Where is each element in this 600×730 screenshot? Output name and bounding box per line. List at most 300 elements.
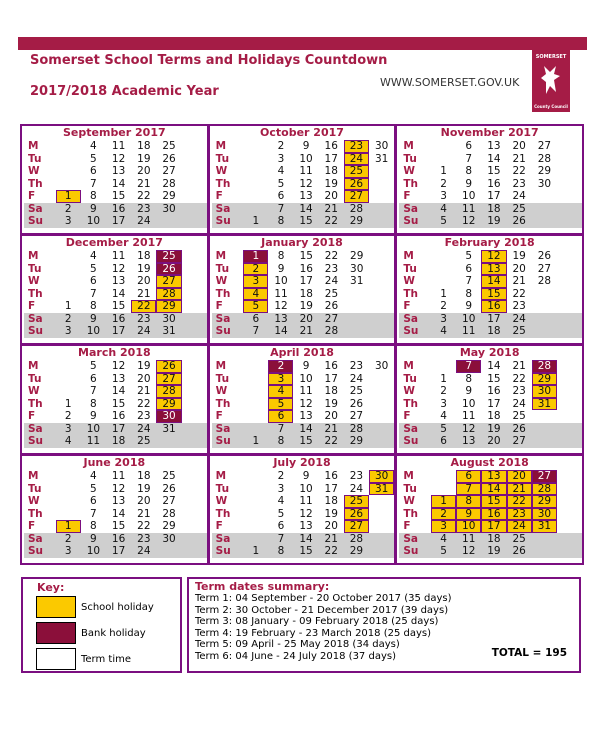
month-may-2018 xyxy=(397,346,582,453)
empty-cell xyxy=(56,288,81,301)
day-cell: 22 xyxy=(137,190,151,203)
day-cell: 3 xyxy=(56,215,81,228)
empty-cell xyxy=(369,215,394,228)
day-cell: 11 xyxy=(299,495,313,508)
day-cell: 31 xyxy=(369,483,394,496)
weekday-label: M xyxy=(28,360,39,373)
day-cell: 25 xyxy=(131,435,156,448)
weekday-label: Sa xyxy=(24,423,56,436)
empty-cell xyxy=(431,250,456,263)
month-title: June 2018 xyxy=(83,456,146,469)
empty-cell xyxy=(243,203,268,216)
empty-cell xyxy=(156,545,181,558)
empty-cell xyxy=(243,190,268,203)
day-cell: 17 xyxy=(106,325,131,338)
month-title: February 2018 xyxy=(444,236,535,249)
empty-cell xyxy=(182,140,207,153)
day-cell: 10 xyxy=(81,423,106,436)
empty-cell xyxy=(56,470,81,483)
day-cell: 17 xyxy=(481,520,506,533)
day-cell: 11 xyxy=(299,165,313,178)
empty-cell xyxy=(532,288,557,301)
day-cell: 20 xyxy=(137,372,151,385)
empty-cell xyxy=(56,483,81,496)
day-cell: 29 xyxy=(344,215,369,228)
day-cell: 4 xyxy=(90,250,97,263)
day-cell: 4 xyxy=(431,533,456,546)
day-cell: 22 xyxy=(137,520,151,533)
day-cell: 25 xyxy=(507,203,532,216)
key-term-time xyxy=(36,648,180,670)
day-cell: 7 xyxy=(90,507,97,520)
empty-cell xyxy=(182,178,207,191)
day-cell: 12 xyxy=(299,507,313,520)
day-cell: 17 xyxy=(481,313,506,326)
day-cell: 8 xyxy=(456,495,481,508)
day-cell: 12 xyxy=(481,250,506,263)
empty-cell xyxy=(243,140,268,153)
empty-cell xyxy=(182,250,207,263)
day-cell: 7 xyxy=(456,360,481,373)
day-cell: 25 xyxy=(324,287,339,300)
day-cell: 3 xyxy=(431,520,456,533)
day-cell: 22 xyxy=(137,397,151,410)
day-cell: 1 xyxy=(431,495,456,508)
day-cell: 28 xyxy=(156,288,181,301)
day-cell: 24 xyxy=(512,190,526,203)
day-cell: 7 xyxy=(268,203,293,216)
weekday-label: Su xyxy=(399,215,431,228)
weekday-label: F xyxy=(28,520,36,533)
day-cell: 3 xyxy=(277,482,285,495)
weekday-label: F xyxy=(403,190,411,203)
weekday-label: F xyxy=(215,300,223,313)
day-cell: 30 xyxy=(532,385,557,398)
weekday-label: F xyxy=(215,410,223,423)
day-cell: 6 xyxy=(456,470,481,483)
empty-cell xyxy=(369,435,394,448)
day-cell: 19 xyxy=(299,300,313,313)
day-cell: 13 xyxy=(111,372,126,385)
weekday-label: Sa xyxy=(24,313,56,326)
weekday-label: W xyxy=(215,165,228,178)
empty-cell xyxy=(156,215,181,228)
day-cell: 2 xyxy=(440,177,447,190)
weekday-label: Sa xyxy=(212,533,244,546)
day-cell: 9 xyxy=(302,140,310,153)
empty-cell xyxy=(182,288,207,301)
day-cell: 23 xyxy=(512,177,526,190)
empty-cell xyxy=(532,300,557,313)
day-cell: 18 xyxy=(137,470,151,483)
day-cell: 19 xyxy=(481,215,506,228)
day-cell: 14 xyxy=(111,177,126,190)
day-cell: 10 xyxy=(81,215,106,228)
weekday-label: Th xyxy=(28,507,43,520)
term-line: Term 6: 04 June - 24 July 2018 (37 days) xyxy=(195,650,396,662)
day-cell: 28 xyxy=(156,385,181,398)
logo-text-bottom: County Council xyxy=(534,104,568,109)
day-cell: 15 xyxy=(111,190,126,203)
day-cell: 14 xyxy=(293,203,318,216)
day-cell: 14 xyxy=(481,483,506,496)
day-cell: 20 xyxy=(324,410,338,423)
day-cell: 9 xyxy=(302,470,310,483)
day-cell: 29 xyxy=(156,398,181,411)
weekday-label: Su xyxy=(24,215,56,228)
day-cell: 6 xyxy=(90,372,97,385)
empty-cell xyxy=(243,178,268,191)
empty-cell xyxy=(182,300,207,313)
empty-cell xyxy=(557,153,582,166)
weekday-label: W xyxy=(215,495,228,508)
month-title: August 2018 xyxy=(450,456,529,469)
day-cell: 19 xyxy=(324,507,338,520)
day-cell: 22 xyxy=(324,250,339,263)
day-cell: 29 xyxy=(162,190,176,203)
day-cell: 27 xyxy=(507,435,532,448)
empty-cell xyxy=(243,508,268,521)
empty-cell xyxy=(156,435,181,448)
day-cell: 12 xyxy=(456,215,481,228)
empty-cell xyxy=(56,250,81,263)
day-cell: 26 xyxy=(344,508,369,521)
day-cell: 11 xyxy=(274,287,288,300)
weekday-label: Sa xyxy=(399,313,431,326)
empty-cell xyxy=(557,520,582,533)
day-cell: 15 xyxy=(111,520,126,533)
day-cell: 27 xyxy=(532,470,557,483)
day-cell: 23 xyxy=(131,313,156,326)
weekday-label: F xyxy=(28,190,36,203)
summary-title: Term dates summary: xyxy=(195,580,330,593)
day-cell: 9 xyxy=(81,313,106,326)
day-cell: 21 xyxy=(319,533,344,546)
day-cell: 29 xyxy=(344,435,369,448)
month-march-2018 xyxy=(22,346,207,453)
empty-cell xyxy=(431,360,456,373)
day-cell: 8 xyxy=(268,435,293,448)
day-cell: 19 xyxy=(481,423,506,436)
day-cell: 22 xyxy=(319,545,344,558)
day-cell: 17 xyxy=(324,152,338,165)
empty-cell xyxy=(182,275,207,288)
day-cell: 9 xyxy=(81,533,106,546)
day-cell: 7 xyxy=(243,325,268,338)
day-cell: 23 xyxy=(324,262,339,275)
day-cell: 25 xyxy=(344,495,369,508)
day-cell: 6 xyxy=(465,262,473,275)
day-cell: 3 xyxy=(56,325,81,338)
empty-cell xyxy=(56,165,81,178)
empty-cell xyxy=(182,165,207,178)
day-cell: 31 xyxy=(156,325,181,338)
day-cell: 25 xyxy=(512,410,526,423)
weekday-label: Tu xyxy=(403,372,417,385)
day-cell: 5 xyxy=(268,398,293,411)
empty-cell xyxy=(431,263,456,276)
day-cell: 16 xyxy=(106,203,131,216)
weekday-label: F xyxy=(215,520,223,533)
day-cell: 6 xyxy=(90,275,97,288)
weekday-label: Th xyxy=(28,397,43,410)
day-cell: 10 xyxy=(299,372,313,385)
empty-cell xyxy=(243,483,268,496)
day-cell: 2 xyxy=(56,533,81,546)
weekday-label: Tu xyxy=(403,152,417,165)
day-cell: 16 xyxy=(111,410,126,423)
day-cell: 13 xyxy=(299,520,313,533)
day-cell: 8 xyxy=(90,520,97,533)
empty-cell xyxy=(182,263,207,276)
month-title: October 2017 xyxy=(260,126,344,139)
website-link[interactable]: WWW.SOMERSET.GOV.UK xyxy=(380,76,520,89)
day-cell: 7 xyxy=(465,152,473,165)
month-june-2018 xyxy=(22,456,207,563)
day-cell: 22 xyxy=(319,215,344,228)
day-cell: 11 xyxy=(111,470,126,483)
empty-cell xyxy=(243,153,268,166)
day-cell: 9 xyxy=(277,262,285,275)
weekday-label: W xyxy=(403,385,415,398)
day-cell: 7 xyxy=(268,423,293,436)
day-cell: 6 xyxy=(90,165,97,178)
day-cell: 18 xyxy=(106,435,131,448)
day-cell: 8 xyxy=(90,300,97,313)
day-cell: 9 xyxy=(465,300,473,313)
empty-cell xyxy=(182,508,207,521)
day-cell: 1 xyxy=(56,190,81,203)
day-cell: 9 xyxy=(90,410,97,423)
weekday-label: M xyxy=(215,250,227,263)
day-cell: 16 xyxy=(481,300,506,313)
day-cell: 18 xyxy=(324,495,338,508)
term-line: Term 1: 04 September - 20 October 2017 (35 days) xyxy=(195,593,452,604)
weekday-label: M xyxy=(28,140,39,153)
weekday-label: Su xyxy=(399,545,431,558)
day-cell: 12 xyxy=(299,397,313,410)
day-cell: 4 xyxy=(90,470,97,483)
day-cell: 10 xyxy=(274,275,288,288)
day-cell: 23 xyxy=(512,385,526,398)
month-october-2017 xyxy=(210,126,395,233)
weekday-label: M xyxy=(403,250,414,263)
day-cell: 24 xyxy=(507,313,532,326)
empty-cell xyxy=(532,325,557,338)
empty-cell xyxy=(182,153,207,166)
day-cell: 10 xyxy=(456,520,481,533)
day-cell: 27 xyxy=(537,140,552,153)
empty-cell xyxy=(557,300,582,313)
day-cell: 2 xyxy=(431,508,456,521)
total-days: TOTAL = 195 xyxy=(491,647,567,659)
day-cell: 22 xyxy=(507,495,532,508)
day-cell: 23 xyxy=(512,300,526,313)
weekday-label: Sa xyxy=(212,423,244,436)
empty-cell xyxy=(532,203,557,216)
day-cell: 10 xyxy=(81,325,106,338)
day-cell: 17 xyxy=(299,275,313,288)
empty-cell xyxy=(532,423,557,436)
term-line: Term 4: 19 February - 23 March 2018 (25 days) xyxy=(195,627,432,639)
empty-cell xyxy=(182,533,207,546)
empty-cell xyxy=(369,313,394,326)
empty-cell xyxy=(557,313,582,326)
day-cell: 2 xyxy=(64,410,72,423)
day-cell: 17 xyxy=(487,190,501,203)
day-cell: 12 xyxy=(299,177,313,190)
empty-cell xyxy=(56,373,81,386)
empty-cell xyxy=(243,410,268,423)
weekday-label: Tu xyxy=(28,152,42,165)
day-cell: 2 xyxy=(243,263,268,276)
empty-cell xyxy=(557,275,582,288)
day-cell: 15 xyxy=(293,545,318,558)
term-summary xyxy=(187,577,581,673)
day-cell: 6 xyxy=(268,410,293,423)
weekday-label: Su xyxy=(24,435,56,448)
day-cell: 14 xyxy=(111,385,126,398)
weekday-label: W xyxy=(403,495,415,508)
weekday-label: W xyxy=(403,275,415,288)
empty-cell xyxy=(344,313,369,326)
day-cell: 20 xyxy=(294,313,319,326)
day-cell: 21 xyxy=(137,507,151,520)
day-cell: 15 xyxy=(293,435,318,448)
day-cell: 31 xyxy=(532,398,557,411)
day-cell: 15 xyxy=(481,495,506,508)
empty-cell xyxy=(344,288,369,301)
day-cell: 30 xyxy=(375,360,389,373)
empty-cell xyxy=(369,495,394,508)
empty-cell xyxy=(182,203,207,216)
day-cell: 19 xyxy=(512,250,526,263)
empty-cell xyxy=(557,178,582,191)
day-cell: 25 xyxy=(156,250,181,263)
day-cell: 13 xyxy=(111,165,126,178)
day-cell: 24 xyxy=(344,153,369,166)
weekday-label: W xyxy=(403,165,415,178)
empty-cell xyxy=(243,398,268,411)
day-cell: 22 xyxy=(512,372,526,385)
day-cell: 28 xyxy=(344,533,369,546)
weekday-label: Sa xyxy=(399,203,431,216)
empty-cell xyxy=(369,520,394,533)
day-cell: 12 xyxy=(111,360,126,373)
day-cell: 15 xyxy=(111,300,126,313)
weekday-label: Th xyxy=(403,287,418,300)
day-cell: 30 xyxy=(350,262,364,275)
empty-cell xyxy=(369,165,394,178)
day-cell: 18 xyxy=(481,533,506,546)
day-cell: 7 xyxy=(456,483,481,496)
day-cell: 11 xyxy=(111,140,126,153)
day-cell: 8 xyxy=(90,190,97,203)
weekday-label: F xyxy=(403,520,411,533)
empty-cell xyxy=(369,288,394,301)
month-title: December 2017 xyxy=(65,236,163,249)
day-cell: 5 xyxy=(90,152,97,165)
empty-cell xyxy=(369,300,394,313)
day-cell: 13 xyxy=(481,470,506,483)
day-cell: 3 xyxy=(56,545,81,558)
day-cell: 27 xyxy=(344,520,369,533)
day-cell: 26 xyxy=(349,397,364,410)
day-cell: 26 xyxy=(324,300,339,313)
weekday-label: Th xyxy=(215,287,231,300)
weekday-label: F xyxy=(403,300,411,313)
day-cell: 23 xyxy=(137,410,151,423)
empty-cell xyxy=(182,385,207,398)
day-cell: 3 xyxy=(440,397,447,410)
day-cell: 15 xyxy=(487,165,501,178)
day-cell: 19 xyxy=(481,545,506,558)
month-title: April 2018 xyxy=(270,346,334,359)
day-cell: 27 xyxy=(156,275,181,288)
day-cell: 26 xyxy=(162,152,176,165)
key-school-holiday xyxy=(36,596,180,618)
empty-cell xyxy=(56,140,81,153)
day-cell: 23 xyxy=(349,360,364,373)
empty-cell xyxy=(344,300,369,313)
day-cell: 22 xyxy=(512,287,526,300)
empty-cell xyxy=(431,483,456,496)
day-cell: 5 xyxy=(431,545,456,558)
day-cell: 21 xyxy=(319,423,344,436)
empty-cell xyxy=(56,153,81,166)
empty-cell xyxy=(369,263,394,276)
day-cell: 31 xyxy=(156,423,181,436)
day-cell: 26 xyxy=(537,250,552,263)
day-cell: 4 xyxy=(56,435,81,448)
weekday-label: Tu xyxy=(215,372,230,385)
day-cell: 12 xyxy=(111,152,126,165)
day-cell: 13 xyxy=(481,263,506,276)
day-cell: 30 xyxy=(537,177,552,190)
day-cell: 28 xyxy=(162,507,176,520)
empty-cell xyxy=(557,533,582,546)
weekday-label: W xyxy=(215,275,228,288)
day-cell: 27 xyxy=(349,410,364,423)
day-cell: 18 xyxy=(137,250,151,263)
term-line: Term 2: 30 October - 21 December 2017 (39 days) xyxy=(195,604,449,616)
day-cell: 8 xyxy=(90,397,97,410)
day-cell: 6 xyxy=(431,435,456,448)
empty-cell xyxy=(56,495,81,508)
day-cell: 5 xyxy=(90,360,97,373)
day-cell: 17 xyxy=(487,397,501,410)
day-cell: 2 xyxy=(440,385,447,398)
weekday-label: Tu xyxy=(28,482,42,495)
empty-cell xyxy=(56,385,81,398)
weekday-label: Tu xyxy=(215,482,230,495)
day-cell: 29 xyxy=(532,495,557,508)
empty-cell xyxy=(369,385,394,398)
empty-cell xyxy=(557,140,582,153)
day-cell: 21 xyxy=(507,483,532,496)
weekday-label: W xyxy=(215,385,228,398)
day-cell: 12 xyxy=(456,545,481,558)
empty-cell xyxy=(182,325,207,338)
day-cell: 13 xyxy=(111,275,126,288)
weekday-label: Su xyxy=(399,325,431,338)
day-cell: 25 xyxy=(507,533,532,546)
day-cell: 21 xyxy=(137,287,151,300)
day-cell: 13 xyxy=(299,190,313,203)
month-august-2018 xyxy=(397,456,582,563)
weekday-label: Th xyxy=(403,507,418,520)
day-cell: 21 xyxy=(319,203,344,216)
